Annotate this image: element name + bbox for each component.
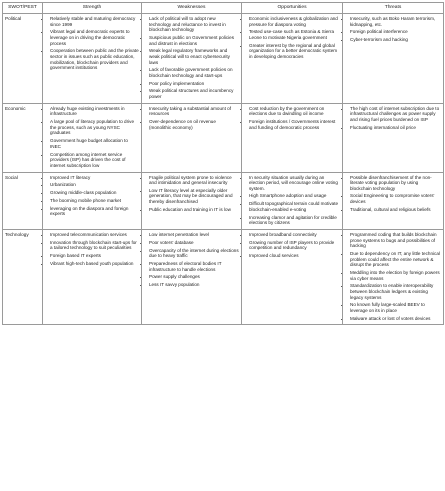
list-item: • Economic inclusiveness & globalization and pressure for diaspora voting — [249, 16, 340, 27]
list-item: • Over-dependence on oil revenue (monolithic economy) — [149, 119, 239, 130]
bullet-list — [244, 175, 340, 226]
list-item: • Social Engineering to compromise voters' devices — [350, 193, 441, 204]
list-item: • Cost reduction by the government on elections due to dwindling oil income — [249, 106, 340, 117]
list-item: • Growing middle-class population — [50, 190, 139, 196]
list-item: • Fragile political system prone to violence and intimidation and general insecurity — [149, 175, 239, 186]
cell-strength — [43, 230, 142, 325]
list-item: • Poor voters' database — [149, 240, 239, 246]
list-item: • Cooperation between public and the private sector in issues such as public education, mobilization, blockchain providers and government institutions — [50, 48, 139, 70]
header-opportunities: Opportunities — [242, 3, 343, 14]
cell-threats — [343, 103, 444, 172]
bullet-list — [345, 16, 441, 43]
list-item: • Improved broadband connectivity — [249, 232, 340, 238]
list-item: • High Smartphone adoption and usage — [249, 193, 340, 199]
list-item: • Improved cloud services — [249, 253, 340, 259]
bullet-list — [345, 106, 441, 131]
cell-weaknesses — [142, 172, 242, 230]
list-item: • Due to dependency on IT, any little technical problem could affect the entire network & disrupt the process — [350, 251, 441, 268]
list-item: • Improved telecommunication services — [50, 232, 139, 238]
list-item: • Competition among internet service providers (ISP) has driven the cost of internet subscription low — [50, 152, 139, 169]
list-item: • Government huge budget allocation to INEC — [50, 138, 139, 149]
cell-weaknesses — [142, 230, 242, 325]
list-item: • Traditional, cultural and religious beliefs — [350, 207, 441, 213]
cell-opportunities — [242, 13, 343, 103]
table-row — [3, 103, 444, 172]
bullet-list — [45, 16, 139, 71]
bullet-list — [345, 175, 441, 213]
list-item: • Cyber-terrorism and hacking — [350, 37, 441, 43]
row-label: Social — [3, 172, 43, 230]
bullet-list — [144, 16, 239, 100]
list-item: • Possible disenfranchisement of the non-literate voting population by using blockchain technology — [350, 175, 441, 192]
list-item: • Lack of favorable government policies on blockchain technology and start-ups — [149, 67, 239, 78]
list-item: • Innovation through blockchain start-ups for a tailored technology to suit peculiarities — [50, 240, 139, 251]
list-item: • Weak legal regulatory frameworks and weak political will to enact cybersecurity laws — [149, 48, 239, 65]
list-item: • Poor policy implementation — [149, 81, 239, 87]
list-item: • Foreign based IT experts — [50, 253, 139, 259]
list-item: • No known fully large-scaled BEEV to leverage on its in place — [350, 302, 441, 313]
bullet-list — [144, 175, 239, 213]
list-item: • Lack of political will to adopt new technology and reluctance to invest in blockchain technology — [149, 16, 239, 33]
cell-opportunities — [242, 103, 343, 172]
list-item: • Standardization to enable interoperability between blockchain ledgers & existing legacy systems — [350, 283, 441, 300]
list-item: • Growing number of ISP players to provide competition and redundancy — [249, 240, 340, 251]
list-item: • leveraging on the diaspora and foreign experts — [50, 206, 139, 217]
list-item: • Less IT savvy population — [149, 282, 239, 288]
list-item: • Vibrant high-tech based youth population — [50, 261, 139, 267]
list-item: • Urbanization — [50, 182, 139, 188]
bullet-list — [45, 232, 139, 267]
list-item: • Suspicious public on Government policies and distrust in elections — [149, 35, 239, 46]
bullet-list — [144, 232, 239, 288]
list-item: • Meddling into the election by foreign powers via cyber means — [350, 270, 441, 281]
bullet-list — [244, 16, 340, 60]
bullet-list — [45, 175, 139, 217]
list-item: • Insecurity taking a substantial amount of resources — [149, 106, 239, 117]
cell-weaknesses — [142, 103, 242, 172]
cell-threats — [343, 230, 444, 325]
header-weaknesses: Weaknesses — [142, 3, 242, 14]
list-item: • The booming mobile phone market — [50, 198, 139, 204]
list-item: • Difficult topographical terrain could motivate blockchain-enabled e-voting — [249, 201, 340, 212]
cell-strength — [43, 13, 142, 103]
list-item: • Low IT literacy level at especially older generation, that may be discouraged and thereby disenfranchised — [149, 188, 239, 205]
list-item: • Tested use-case such as Estonia & Sierra Leone to motivate Nigeria government — [249, 29, 340, 40]
list-item: • In security situation usually during an election period, will encourage online voting system. — [249, 175, 340, 192]
list-item: • Vibrant legal and democratic experts to leverage on in driving the democratic process — [50, 29, 139, 46]
list-item: • The high cost of internet subscription due to infrastructural challenges as power supply and rising fuel prices burdened on ISP — [350, 106, 441, 123]
row-label: Political — [3, 13, 43, 103]
list-item: • Public education and training in IT is low — [149, 207, 239, 213]
cell-threats — [343, 13, 444, 103]
list-item: • Preparedness of electoral bodies IT infrastructure to handle elections — [149, 261, 239, 272]
table-row — [3, 172, 444, 230]
list-item: • Insecurity, such as Boko Haram terrorism, kidnapping, etc. — [350, 16, 441, 27]
header-strength: Strength — [43, 3, 142, 14]
list-item: • Low internet penetration level — [149, 232, 239, 238]
cell-threats — [343, 172, 444, 230]
bullet-list — [244, 232, 340, 259]
list-item: • Overcapacity of the internet during elections due to heavy traffic — [149, 248, 239, 259]
cell-strength — [43, 103, 142, 172]
list-item: • Programmed coding that builds blockchain prone systems to bugs and possibilities of hacking — [350, 232, 441, 249]
list-item: • A large pool of literacy population to drive the process, such as young NYSC graduates — [50, 119, 139, 136]
list-item: • Increasing clamor and agitation for credible elections by citizens — [249, 215, 340, 226]
cell-weaknesses — [142, 13, 242, 103]
cell-opportunities — [242, 172, 343, 230]
table-row — [3, 13, 444, 103]
list-item: • Relatively stable and maturing democracy since 1999 — [50, 16, 139, 27]
row-label: Technology — [3, 230, 43, 325]
list-item: • Foreign institutions / Governments interest and funding of democratic process — [249, 119, 340, 130]
row-label: Economic — [3, 103, 43, 172]
list-item: • Already huge existing investments in infrastructure — [50, 106, 139, 117]
cell-strength — [43, 172, 142, 230]
list-item: • Malware attack or lost of voters devices — [350, 316, 441, 322]
list-item: • Fluctuating international oil price — [350, 125, 441, 131]
table-body — [3, 13, 444, 324]
bullet-list — [45, 106, 139, 169]
bullet-list — [144, 106, 239, 131]
list-item: • Power supply challenges — [149, 274, 239, 280]
swot-pest-table — [2, 2, 444, 325]
list-item: • Improved IT literacy — [50, 175, 139, 181]
cell-opportunities — [242, 230, 343, 325]
list-item: • Weak political structures and incumbency power — [149, 88, 239, 99]
bullet-list — [244, 106, 340, 131]
header-threats: Threats — [343, 3, 444, 14]
table-row — [3, 230, 444, 325]
list-item: • Foreign political interference — [350, 29, 441, 35]
list-item: • Greater interest by the regional and global organization for a better democratic system in developing democracies — [249, 43, 340, 60]
table-header-row — [3, 3, 444, 14]
bullet-list — [345, 232, 441, 321]
header-swot-pest: SWOT/PEST — [3, 3, 43, 14]
